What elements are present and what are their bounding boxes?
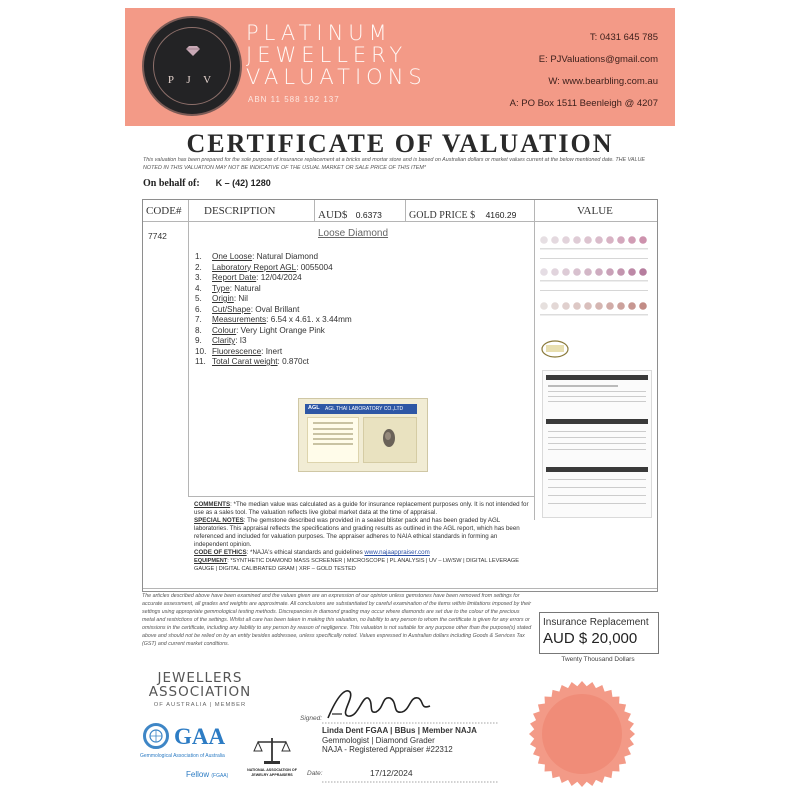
contact-details (480, 32, 658, 120)
col-divider-aud (405, 200, 406, 221)
certificate-seal-icon (528, 680, 636, 788)
brand-line-3: VALUATIONS (246, 65, 427, 89)
notes-section (194, 501, 530, 573)
col-aud-header: AUD$ (318, 209, 348, 221)
signed-label: Signed: (300, 715, 323, 722)
diamond-stone-icon (381, 427, 397, 449)
list-item: 11. Total Carat weight: 0.870ct (195, 357, 309, 366)
aud-rate (318, 205, 382, 223)
table-bottom-divider (143, 588, 657, 589)
gaa-globe-icon (143, 723, 169, 749)
aud-value: 0.6373 (355, 210, 382, 220)
special-notes: SPECIAL NOTES: The gemstone described was provided in a sealed blister pack and has been graded by AGL laboratories. This appraisal reflects the specifications and grading results as outlined in the AGL report, which has been referenced and included for valuation purposes. The appraiser adheres to NAIA ethical standards in forming an independent opinion. (194, 517, 520, 548)
handwritten-signature (318, 684, 438, 724)
list-item: 10. Fluorescence: Inert (195, 346, 283, 356)
equipment: EQUIPMENT: *SYNTHETIC DIAMOND MASS SCREENER | MICROSCOPE | PL ANALYSIS | UV – LW/SW | DIGITAL LEVERAGE GAUGE | DIGITAL CALIBRATED GRAM | XRF – GOLD TESTED (194, 558, 519, 572)
behalf-label: On behalf of: (143, 178, 200, 189)
disclaimer-text: The articles described above have been examined and the values given are an expression of our opinion unless gemstones have been removed from settings for accurate assessment, all grades and weights are approximate. All conclusions are substantiated by careful examination of the items within limitations imposed by their settings using appropriate gemmological testing methods. Discrepancies in diamond grading may occur where diamonds are set due to the colour of the precious metal and restrictions of the settings. Whilst all care has been taken in making this valuation, no liability to any person to whom the certificate is given for any errors or omissions in the certificate, including any liability to any person by reason of negligence. This valuation is not suitable for any purpose other than the purpose(s) stated above and should not be relied on by an entity besides addressee, unless specifically noted. Values expressed in Australian dollars including Goods & Services Tax (GST) and current market conditions. (142, 593, 532, 647)
fellow-status: Fellow (FGAA) (186, 770, 229, 779)
blister-pack-photo (298, 398, 428, 472)
list-item: 3. Report Date: 12/04/2024 (195, 273, 302, 282)
col-value-header: VALUE (577, 205, 613, 217)
col-divider-desc (314, 200, 315, 221)
col-description-header: DESCRIPTION (204, 205, 276, 217)
gaa-logo-text: GAA (174, 724, 226, 749)
gold-value: 4160.29 (485, 210, 517, 220)
gold-price (409, 205, 516, 223)
list-item: 1. One Loose: Natural Diamond (195, 252, 319, 261)
behalf-value: K – (42) 1280 (215, 178, 271, 188)
abn-number: ABN 11 588 192 137 (248, 95, 340, 104)
email[interactable]: E: PJValuations@gmail.com (538, 54, 658, 65)
insurance-value-words: Twenty Thousand Dollars (561, 656, 635, 663)
col-gold-header: GOLD PRICE $ (409, 210, 476, 221)
col-divider-code (188, 200, 189, 496)
list-item: 4. Type: Natural (195, 283, 261, 293)
phone: T: 0431 645 785 (589, 32, 658, 43)
address: A: PO Box 1511 Beenleigh @ 4207 (509, 98, 658, 109)
list-item: 5. Origin: Nil (195, 294, 248, 303)
scales-of-justice-icon (252, 735, 292, 765)
notes-divider (188, 496, 534, 497)
diamond-icon (186, 46, 200, 56)
insurance-label: Insurance Replacement (543, 617, 649, 628)
item-code: 7742 (148, 231, 167, 241)
comments: COMMENTS: *The median value was calculated as a guide for insurance replacement purposes only. It is not intended for use as a sales tool. The valuation reflects live global market data at the time of appraisal. (194, 501, 529, 516)
list-item: 7. Measurements: 6.54 x 4.61. x 3.44mm (195, 315, 352, 324)
agl-logo (542, 341, 568, 357)
signer-naja: NAJA - Registered Appraiser #22312 (322, 745, 453, 754)
lab-label: AGL THAI LABORATORY CO.,LTD (325, 405, 404, 412)
col-divider-value (534, 200, 535, 520)
code-of-ethics: CODE OF ETHICS: *NAJA's ethical standards and guidelines www.najaappraiser.com (194, 549, 430, 556)
purple-colour-scale (540, 268, 648, 290)
certificate-title: CERTIFICATE OF VALUATION (186, 129, 614, 158)
date-label: Date: (307, 770, 323, 777)
pink-colour-scale (540, 236, 648, 258)
list-item: 9. Clarity: I3 (195, 336, 247, 345)
ja-line-1: JEWELLERS (157, 670, 243, 686)
intro-text: This valuation has been prepared for the sole purpose of insurance replacement at a bricks and mortar store and is based on Australian dollars or market values current at the below mentioned date. THE VALUE NOTED IN THIS VALUATION MAY NOT BE INDICATIVE OF THE USUAL MARKET OR SALE PRICE OF THIS ITEM* (143, 157, 646, 171)
list-item: 6. Cut/Shape: Oval Brillant (195, 304, 300, 314)
agl-report-thumbnail (542, 370, 652, 518)
signature-line (322, 722, 498, 724)
ethics-link[interactable]: www.najaappraiser.com (364, 549, 430, 556)
insurance-value: AUD $ 20,000 (543, 630, 638, 647)
signer-name: Linda Dent FGAA | BBus | Member NAJA (322, 726, 477, 735)
pjv-logo (142, 16, 242, 116)
list-item: 2. Laboratory Report AGL: 0055004 (195, 262, 333, 272)
table-header-divider (143, 221, 657, 222)
behalf-of (143, 178, 271, 189)
ja-line-2: ASSOCIATION (148, 684, 252, 700)
date-line (322, 781, 498, 783)
logo-initials: P J V (167, 74, 217, 86)
list-item: 8. Colour: Very Light Orange Pink (195, 325, 325, 335)
item-specs (195, 252, 352, 368)
date-value: 17/12/2024 (370, 768, 413, 778)
brand-name (246, 22, 466, 88)
website[interactable]: W: www.bearbling.com.au (548, 76, 658, 87)
gaa-subtitle: Gemmological Association of Australia (140, 753, 225, 759)
lab-mark: AGL (308, 405, 320, 411)
col-code-header: CODE# (146, 205, 182, 217)
orange-pink-colour-scale (540, 302, 648, 315)
ja-subtitle: OF AUSTRALIA | MEMBER (153, 702, 247, 708)
najaa-text: NATIONAL ASSOCIATION OF JEWELRY APPRAISERS (247, 768, 297, 777)
item-title: Loose Diamond (318, 228, 389, 239)
jewellers-association-logo (142, 671, 258, 699)
brand-line-1: PLATINUM (246, 21, 392, 45)
brand-line-2: JEWELLERY (246, 43, 408, 67)
signer-role: Gemmologist | Diamond Grader (322, 736, 435, 745)
blister-label (307, 417, 359, 463)
